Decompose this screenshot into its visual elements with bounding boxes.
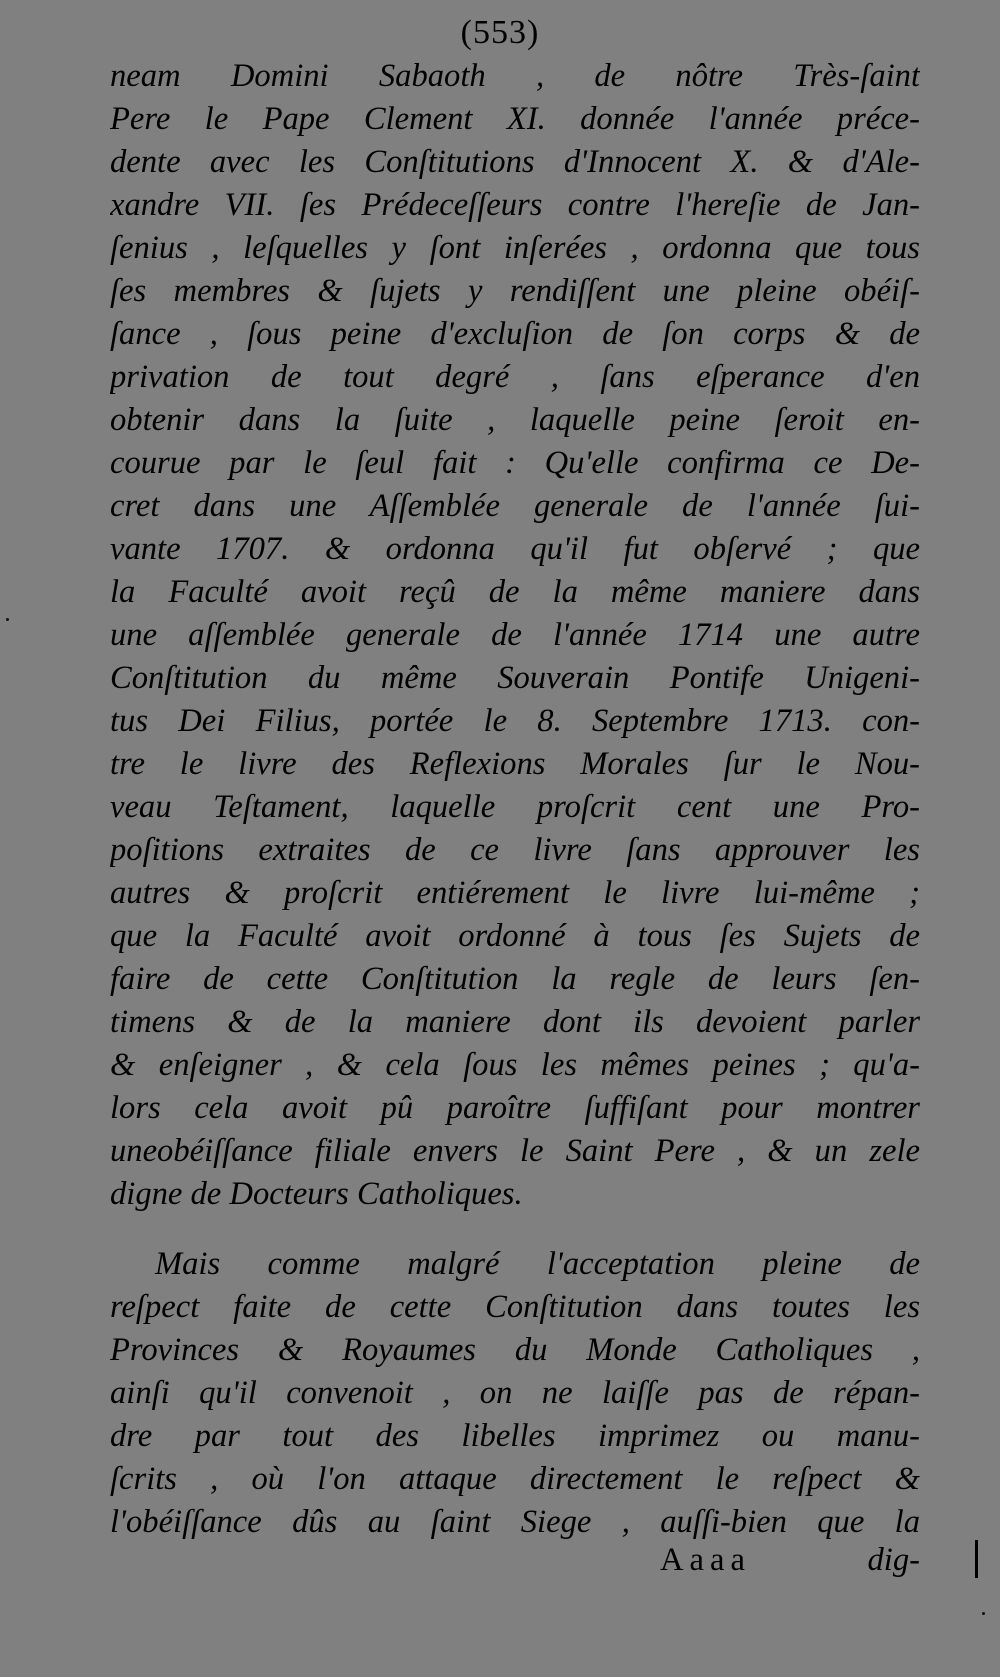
text-line: que la Faculté avoit ordonné à tous ſes Sujets de — [110, 918, 920, 954]
text-line: ainſi qu'il convenoit , on ne laiſſe pas de répan- — [110, 1375, 920, 1411]
text-line: ſenius , leſquelles y ſont inſerées , ordonna que tous — [110, 230, 920, 266]
text-line: Conſtitution du même Souverain Pontife Unigeni- — [110, 660, 920, 696]
catchword: dig- — [867, 1542, 920, 1578]
text-line: obtenir dans la ſuite , laquelle peine ſeroit en- — [110, 402, 920, 438]
paragraph-2 — [110, 1243, 920, 1544]
text-line: timens & de la maniere dont ils devoient parler — [110, 1004, 920, 1040]
text-line: courue par le ſeul fait : Qu'elle confirma ce De- — [110, 445, 920, 481]
text-line: uneobéiſſance filiale envers le Saint Pere , & un zele — [110, 1133, 920, 1169]
text-line: reſpect faite de cette Conſtitution dans toutes les — [110, 1289, 920, 1325]
text-line: tus Dei Filius, portée le 8. Septembre 1713. con- — [110, 703, 920, 739]
text-line: Mais comme malgré l'acceptation pleine de — [155, 1246, 920, 1282]
page-edge-mark — [975, 1540, 978, 1578]
text-line: privation de tout degré , ſans eſperance d'en — [110, 359, 920, 395]
page-number: (553) — [460, 14, 540, 51]
text-line: ſes membres & ſujets y rendiſſent une pleine obéiſ- — [110, 273, 920, 309]
text-line: veau Teſtament, laquelle proſcrit cent une Pro- — [110, 789, 920, 825]
text-line: & enſeigner , & cela ſous les mêmes peines ; qu'a- — [110, 1047, 920, 1083]
text-line: dre par tout des libelles imprimez ou manu- — [110, 1418, 920, 1454]
text-line: l'obéiſſance dûs au ſaint Siege , auſſi-bien que la — [110, 1504, 920, 1540]
text-line: dente avec les Conſtitutions d'Innocent X. & d'Ale- — [110, 144, 920, 180]
text-line: tre le livre des Reflexions Morales ſur le Nou- — [110, 746, 920, 782]
text-line: Provinces & Royaumes du Monde Catholiques , — [110, 1332, 920, 1368]
text-line: cret dans une Aſſemblée generale de l'année ſui- — [110, 488, 920, 524]
scan-speck — [982, 1612, 985, 1615]
text-line: ſcrits , où l'on attaque directement le reſpect & — [110, 1461, 920, 1497]
text-line: vante 1707. & ordonna qu'il fut obſervé ; que — [110, 531, 920, 567]
signature-mark: Aaaa — [660, 1542, 751, 1578]
text-line: poſitions extraites de ce livre ſans approuver les — [110, 832, 920, 868]
page-footer — [660, 1540, 920, 1580]
text-line: Pere le Pape Clement XI. donnée l'année préce- — [110, 101, 920, 137]
text-line: la Faculté avoit reçû de la même maniere dans — [110, 574, 920, 610]
paragraph-1 — [110, 55, 920, 1216]
text-line: neam Domini Sabaoth , de nôtre Très-ſaint — [110, 58, 920, 94]
text-line: digne de Docteurs Catholiques. — [110, 1176, 523, 1212]
text-line: xandre VII. ſes Prédeceſſeurs contre l'hereſie de Jan- — [110, 187, 920, 223]
text-line: lors cela avoit pû paroître ſuffiſant pour montrer — [110, 1090, 920, 1126]
scan-speck — [6, 618, 9, 621]
text-line: ſance , ſous peine d'excluſion de ſon corps & de — [110, 316, 920, 352]
text-line: faire de cette Conſtitution la regle de leurs ſen- — [110, 961, 920, 997]
text-line: autres & proſcrit entiérement le livre lui-même ; — [110, 875, 920, 911]
text-line: une aſſemblée generale de l'année 1714 une autre — [110, 617, 920, 653]
